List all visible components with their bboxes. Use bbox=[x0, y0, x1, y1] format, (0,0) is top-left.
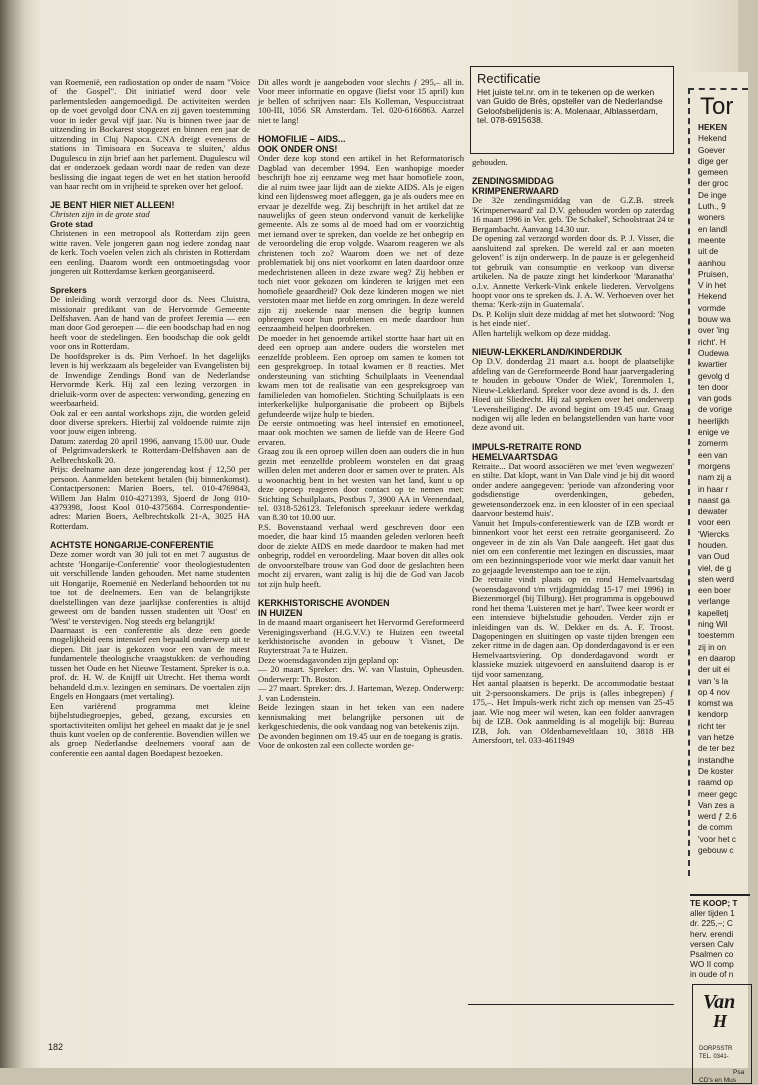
body-paragraph: Daarnaast is een conferentie als deze een goede mogelijkheid eens intensief een bepaald onderwerp uit te diepen. Dit jaar is gekozen voor een van de meest fundamentele theologische vraagstukken: de verhouding tussen het Oude en het Nieuwe Testament. Spreker is o.a. prof. dr. H. W. de Knijff uit Utrecht. Het thema wordt behandeld d.m.v. lezingen en seminars. De voertalen zijn Engels en Hongaars (met vertaling). bbox=[50, 625, 250, 702]
body-paragraph: — 27 maart. Spreker: drs. J. Harteman, Wezep. Onderwerp: J. van Lodenstein. bbox=[258, 683, 464, 703]
sidebar-text-line: zij in on bbox=[698, 641, 727, 652]
sidebar-text-line: werd ƒ 2.6 bbox=[698, 811, 737, 822]
ad-logo-second: H bbox=[713, 1011, 728, 1031]
body-paragraph: Prijs: deelname aan deze jongerendag kost ƒ 12,50 per persoon. Aanmelden betekent betalen (bij binnenkomst). Contactpersonen: Marien Boers, tel. 010-4769843, Willem Jan Halm 010-4271393, Sjoerd de Jong 010-4379398, Joost Kool 010-4375684. Correspondentie-adres: Marien Boers, Aelbrechtskolk 21-A, 3025 HA Rotterdam. bbox=[50, 464, 250, 531]
body-paragraph: De 32e zendingsmiddag van de G.Z.B. streek 'Krimpenerwaard' zal D.V. gehouden worden op zaterdag 16 maart 1996 in Ver. geb. 'De Schakel', Schoolstraat 24 te Bergambacht. Aanvang 14.30 uur. bbox=[472, 195, 674, 234]
ad-products-line: Psa bbox=[733, 1069, 745, 1076]
sidebar-text-line: gebouw c bbox=[698, 845, 734, 855]
body-paragraph: De retraite vindt plaats op en rond Hemelvaartsdag (woensdagavond t/m vrijdagmiddag 15-17 mei 1996) in Biezenmorgel (bij Tilburg). Het programma is opgebouwd rond het thema 'Luisteren met je hart'. Twee keer wordt er een intensieve bijbelstudie gehouden. Verder zijn er inleidingen van ds. W. Dekker en ds. A. F. Troost. Dagopeningen en sluitingen op vaste tijden brengen een zeker ritme in de dagen aan. Op donderdagavond is er een Hemelvaartsviering. Op donderdagavond wordt er klassieke muziek uitgevoerd en aansluitend daarop is er tijd voor samenzang. bbox=[472, 574, 674, 679]
body-paragraph: — 20 maart. Spreker: drs. W. van Vlastuin, Opheusden. Onderwerp: Th. Boston. bbox=[258, 664, 464, 684]
page-number: 182 bbox=[48, 1042, 64, 1052]
sidebar-text-line: zomerm bbox=[698, 438, 728, 449]
sidebar-text-line: bouw wa bbox=[698, 314, 731, 325]
sidebar-text-line: Luth., 9 bbox=[698, 201, 726, 212]
sidebar-text-line: De koster bbox=[698, 765, 734, 776]
article-heading: HOMOFILIE – AIDS... bbox=[258, 134, 346, 145]
body-paragraph: Dit alles wordt je aangeboden voor slechts ƒ 295,– all in. Voor meer informatie en opgave (liefst voor 15 april) kun je bellen of schrijven naar: Els Kolleman, Vespuccistraat 100-III, 1056 SR Amsterdam. Tel. 020-6166863. Aarzel niet te lang! bbox=[258, 77, 464, 125]
sidebar-text-line: van hetze bbox=[698, 732, 734, 743]
body-paragraph: gehouden. bbox=[472, 157, 508, 167]
te-koop-line: aller tijden 1 bbox=[690, 908, 735, 919]
te-koop-line: versen Calv bbox=[690, 938, 734, 949]
sidebar-text-line: aanhou bbox=[698, 257, 726, 268]
body-paragraph: De hoofdspreker is ds. Pim Verhoef. In het dagelijks leven is hij werkzaam als begeleider van Evangelisten bij de Inwendige Zendings Bond van de Nederlandse Hervormde Kerk. Hij zal een lezing verzorgen in drieluik-vorm over de aspecten: verwonding, genezing en weerbaarheid. bbox=[50, 350, 250, 409]
body-paragraph: De eerste ontmoeting was heel intensief en emotioneel, maar ook mochten we samen de liefde van de Heere God ervaren. bbox=[258, 417, 464, 447]
sidebar-text-line: sten werd bbox=[698, 573, 734, 584]
sidebar-text-line: 'Wiercks bbox=[698, 528, 730, 539]
article-heading: IN HUIZEN bbox=[258, 608, 303, 619]
article-subtitle: Christen zijn in de grote stad bbox=[50, 209, 150, 220]
paragraph-gap bbox=[472, 338, 674, 347]
sidebar-text-line: een van bbox=[698, 449, 728, 460]
column-middle bbox=[258, 78, 464, 750]
sidebar-text-line: een boer bbox=[698, 585, 731, 596]
te-koop-line: dr. 225,–; C bbox=[690, 918, 733, 929]
body-paragraph: Deze woensdagavonden zijn gepland op: bbox=[258, 654, 399, 665]
sidebar-text-line: heerlijkh bbox=[698, 415, 729, 426]
sidebar-text-line: instandhe bbox=[698, 754, 734, 765]
sidebar-text-line: op 4 nov bbox=[698, 686, 730, 697]
article-heading: IMPULS-RETRAITE ROND bbox=[472, 441, 582, 452]
article-heading: ACHTSTE HONGARIJE-CONFERENTIE bbox=[50, 540, 214, 551]
ad-address-line: TEL. 0341- bbox=[699, 1054, 729, 1060]
sidebar-text-line: Hekend bbox=[698, 291, 727, 302]
column-left bbox=[50, 78, 250, 758]
paragraph-gap bbox=[472, 167, 674, 176]
sidebar-text-line: Goever bbox=[698, 144, 726, 155]
sidebar-text-line: der uit ei bbox=[698, 664, 730, 675]
sidebar-text-line: houden. bbox=[698, 539, 728, 550]
paragraph-gap bbox=[258, 125, 464, 134]
ad-logo: Van bbox=[703, 991, 736, 1013]
sidebar-text-line: der groc bbox=[698, 178, 729, 189]
body-paragraph: De avonden beginnen om 19.45 uur en de toegang is gratis. bbox=[258, 730, 463, 741]
body-paragraph: Christenen in een metropool als Rotterdam zijn geen witte raven. Vele jongeren gaan nog iedere zondag naar de kerk. Toch voelen velen zich als christen in Rotterdam een eenling. Daarom wordt een ontmoetingsdag voor jongeren uit Rotterdamse kerken georganiseerd. bbox=[50, 228, 250, 277]
sidebar-text-line: gevolg d bbox=[698, 370, 730, 381]
body-paragraph: De moeder in het genoemde artikel stortte haar hart uit en deed een oproep aan andere ouders die worstelen met eenzelfde probleem. Een oproep om samen te komen tot een gesprekgroep. In totaal kwamen er 8 reacties. Met ondersteuning van stichting Schuilplaats in Veenendaal kwam men tot de realisatie van een gespreksgroep van familieleden van homofielen. Stichting Schuilplaats is een interkerkelijke hulporganisatie die probeert op Bijbels gefundeerde wijze hulp te bieden. bbox=[258, 332, 464, 419]
sidebar-text-line: morgens bbox=[698, 460, 731, 471]
te-koop-line: herv. erendi bbox=[690, 928, 734, 939]
body-paragraph: De inleiding wordt verzorgd door ds. Nees Cluistra, missionair predikant van de Hervormde Gemeente Delfshaven. Aan de hand van de profeet Jeremia — een man door God geroepen — die een boodschap had en nog heeft voor de stedelingen. Een boodschap die ook geldt voor ons in Rotterdam. bbox=[50, 294, 250, 352]
sidebar-text-line: woners bbox=[698, 212, 725, 223]
sidebar-text-line: en landl bbox=[698, 223, 728, 234]
ad-address bbox=[699, 1045, 732, 1061]
sidebar-text-line: nam zij a bbox=[698, 472, 732, 483]
body-paragraph: Datum: zaterdag 20 april 1996, aanvang 15.00 uur. Oude of Pelgrimvaderskerk te Rotterdam-Delfshaven aan de Aelbrechtskolk 20. bbox=[50, 435, 250, 465]
sidebar-text-line: HEKEN bbox=[698, 122, 728, 132]
sidebar-text-line: kwartier bbox=[698, 359, 728, 370]
column-end-rule bbox=[468, 1004, 674, 1005]
column-right bbox=[472, 158, 674, 745]
paragraph-gap bbox=[472, 433, 674, 442]
body-paragraph: Onder deze kop stond een artikel in het Reformatorisch Dagblad van december 1994. Een wanhopige moeder beschrijft hoe zij eenzame weg met haar homofiele zoon, die al ruim twee jaar lijdt aan de ziekte AIDS. Als je eigen kind een lijdensweg moet afleggen, ga je als ouders mee en ervaar je dezelfde weg. Zij beschrijft in het artikel dat ze nauwelijks of geen steun ondervond vanuit de kerkelijke gemeente. Als ze soms al de moed had om er voorzichtig met iemand over te spreken, dan voelde ze het onbegrip en de veroordeling die erop volgde. Waarom reageren we als christenen toch zo? Waarom doen we net of deze problematiek bij ons niet voorkomt en laten daardoor onze medechristenen alleen in deze zware weg? Zij hebben er toch niet voor gekozen om kinderen te krijgen met een homofiele geaardheid? Ook deze kinderen mogen we niet verstoten maar met liefde en zorg omringen. In deze wereld zijn zij zoekende naar mensen die begrip kunnen opbrengen voor hun problemen en mede daardoor hun eenzaamheid helpen doorbreken. bbox=[258, 153, 464, 334]
sidebar-text-line: Pruisen, bbox=[698, 268, 729, 279]
sidebar-text-line: dige ger bbox=[698, 155, 728, 166]
sidebar-text-line: meer gegc bbox=[698, 788, 738, 799]
sidebar-text-line: Van zes a bbox=[698, 799, 735, 810]
ad-address-line: DORPSSTR bbox=[699, 1046, 733, 1052]
sidebar-text-line: richt'. H bbox=[698, 336, 726, 347]
sidebar-text-line: V in het bbox=[698, 280, 727, 291]
advertisement-box bbox=[692, 984, 752, 1084]
te-koop-line: WO II comp bbox=[690, 959, 734, 970]
ad-products bbox=[699, 1069, 744, 1085]
body-paragraph: Een variërend programma met kleine bijbelstudiegroepjes, gebed, gezang, excursies en sportactiviteiten omlijst het geheel en maakt dat je je snel thuis kunt voelen op de conferentie. Bovendien willen we als groep Nederlandse deelnemers vooraf aan de conferentie een aantal dagen Boedapest bezoeken. bbox=[50, 700, 250, 758]
sidebar-text-line: in haar r bbox=[698, 483, 729, 494]
sidebar-text-line: van 's la bbox=[698, 675, 729, 686]
sidebar-text-line: verlange bbox=[698, 596, 730, 607]
sidebar-text-line: komst wa bbox=[698, 698, 734, 709]
body-paragraph: Graag zou ik een oproep willen doen aan ouders die in hun gezin met eenzelfde probleem worstelen en dat graag willen delen met anderen door er samen over te praten. Als u woonachtig bent in het westen van het land, kunt u op deze oproep reageren door contact op te nemen met: Stichting Schuilplaats, Postbus 7, 3900 AA in Veenendaal, tel. 0318-526123. Telefonisch spreekuur iedere werkdag van 8.30 tot 10.00 uur. bbox=[258, 446, 464, 523]
sidebar-text-line: richt ter bbox=[698, 720, 726, 731]
sidebar-text-line: voor een bbox=[698, 517, 731, 528]
body-paragraph: Ds. P. Kolijn sluit deze middag af met het slotwoord: 'Nog is het einde niet'. bbox=[472, 308, 674, 329]
sidebar-text-line: ten door bbox=[698, 381, 729, 392]
sidebar-text-line: kapelletj bbox=[698, 607, 729, 618]
sidebar-text-line: over 'ing bbox=[698, 325, 730, 336]
article-heading: OOK ONDER ONS! bbox=[258, 144, 338, 155]
body-paragraph: Deze zomer wordt van 30 juli tot en met 7 augustus de achtste 'Hongarije-Conferentie' voor theologiestudenten uit verschillende landen gehouden. Met name studenten uit Hongarije, Roemenië en Nederland behoorden tot nu toe tot de deelnemers. Een van de belangrijkste doelstellingen van deze jaarlijkse conferenties is altijd geweest om de banden tussen studenten uit 'Oost' en 'West' te verstevigen. Nog steeds erg belangrijk! bbox=[50, 549, 250, 626]
sidebar-text-line: 'voor het c bbox=[698, 833, 737, 844]
te-koop-line: TE KOOP; T bbox=[690, 898, 738, 908]
sidebar-text-line: meente bbox=[698, 234, 726, 245]
body-paragraph: Op D.V. donderdag 21 maart a.s. hoopt de plaatselijke afdeling van de Gereformeerde Bond haar jaarvergadering te houden in gebouw 'Onder de Wiek', Torenmolen 1, Nieuw-Lekkerland. Spreker voor deze avond is ds. J. den Hoed uit Sliedrecht. Hij zal spreken over het onderwerp 'Levensheiliging'. De avond begint om 19.45 uur. Graag nodigen wij alle leden en belangstellenden van harte voor deze avond uit. bbox=[472, 356, 674, 433]
sidebar-text-line: Hekend bbox=[698, 133, 727, 144]
te-koop-line: in oude of n bbox=[690, 969, 734, 980]
sidebar-text-line: en daarop bbox=[698, 652, 736, 663]
body-paragraph: Vanuit het Impuls-conferentiewerk van de IZB wordt er binnenkort voor het eerst een retraite georganiseerd. Zo ongeveer in de zin als Van Dale aangeeft. Het gaat dus niet om een conferentie met lezingen en discussies, maar om een bezinningsperiode voor wie merkt daar vanuit het zo gejaagde levenstempo aan toe te zijn. bbox=[472, 517, 674, 575]
sidebar-text-line: De inge bbox=[698, 189, 727, 200]
sidebar-text-line: de vorige bbox=[698, 404, 733, 415]
sidebar-text-line: raamd op bbox=[698, 777, 734, 788]
rectificatie-box bbox=[470, 66, 674, 154]
next-page-edge bbox=[688, 72, 748, 1084]
body-paragraph: De opening zal verzorgd worden door ds. P. J. Visser, die aansluitend zal spreken. De wereld zal er aan moeten geloven!' is zijn onderwerp. In de pauze is er gelegenheid tot gebruik van consumptie en verkoop van diverse artikelen. Na de pauze zingt het kinderkoor 'Maranatha' o.l.v. Annette Verkerk-Vink enkele liederen. Vervolgens hoopt voor ons te spreken ds. J. A. W. Verhoeven over het thema: 'Kerk-zijn in Guatemala'. bbox=[472, 233, 674, 310]
body-paragraph: van Roemenië, een radiostation op onder de naam "Voice of the Gospel". Dit initiatief werd door vele parlementsleden aangemoedigd. De activiteiten werden op de voet gevolgd door CNA en zij gaven toestemming voor in ieder geval vijf jaar. Nu is binnen twee jaar de uitzending in Bockarest stopgezet en binnen een jaar de uitzending in Cluj Napoca. CNA dreigt eveneens de stations in Timisoara en Suceava te sluiten,' aldus Dugulescu in zijn brief aan het parlement. Dugulescu wil dat er onderzoek gedaan wordt naar de reden van deze beslissing die ingaat tegen de wet en het station beroofd van haar recht om in vrijheid te spreken over het geloof. bbox=[50, 77, 250, 191]
te-koop-line: Psalmen co bbox=[690, 949, 734, 960]
article-heading: HEMELVAARTSDAG bbox=[472, 451, 558, 462]
body-paragraph: Ook zal er een aantal workshops zijn, die worden geleid door diverse sprekers. Hierbij zal voldoende ruimte zijn voor jouw eigen inbreng. bbox=[50, 407, 250, 437]
sidebar-text-line: de ter bez bbox=[698, 743, 735, 754]
body-paragraph: Allen hartelijk welkom op deze middag. bbox=[472, 327, 611, 338]
article-heading: ZENDINGSMIDDAG bbox=[472, 176, 554, 187]
sidebar-text-line: de comm bbox=[698, 822, 733, 833]
sidebar-text-line: uit de bbox=[698, 246, 719, 257]
body-paragraph: Het aantal plaatsen is beperkt. De accommodatie bestaat uit 2-persoonskamers. De prijs is (alles inbegrepen) ƒ 175,–. Het Impuls-werk richt zich op mensen van 25-45 jaar. Wie nog meer wil weten, kan een folder aanvragen bij de IZB. Ook aanmelding is al mogelijk bij: Bureau IZB, Joh. van Oldenbarneveltlaan 10, 3818 HB Amersfoort, tel. 033-4611949 bbox=[472, 678, 674, 746]
paragraph-gap bbox=[50, 191, 250, 200]
body-paragraph: In de maand maart organiseert het Hervormd Gereformeerd Verenigingsverband (H.G.V.V.) te Huizen een tweetal kerkhistorische avonden in gebouw 't Visnet, De Ruyterstraat 7a te Huizen. bbox=[258, 617, 464, 656]
sidebar-text-line: viel, de g bbox=[698, 562, 732, 573]
rectificatie-title: Rectificatie bbox=[477, 71, 541, 86]
body-paragraph: P.S. Bovenstaand verhaal werd geschreven door een moeder, die haar kind 15 maanden geleden verloren heeft door de ziekte AIDS en mede daardoor te maken had met onbegrip, roddel en veroordeling. Maar boven dit alles ook de onvoorstelbare trouw van God door de geslachten heen mocht zij ervaren, want zalig is hij die de God van Jacob tot zijn hulp heeft. bbox=[258, 521, 464, 589]
ad-products-line: CD's en Mus bbox=[699, 1077, 737, 1084]
section-subheading: Grote stad bbox=[50, 218, 93, 229]
sidebar-title: Tor bbox=[700, 93, 734, 120]
sidebar-text-line: dewater bbox=[698, 506, 728, 517]
sidebar-text-line: naast ga bbox=[698, 494, 730, 505]
te-koop-ad bbox=[690, 894, 750, 980]
paragraph-gap bbox=[50, 531, 250, 540]
article-heading: KRIMPENERWAARD bbox=[472, 186, 559, 197]
body-paragraph: Voor de onkosten zal een collecte worden ge- bbox=[258, 740, 415, 750]
sidebar-text-line: gemeen bbox=[698, 167, 728, 178]
body-paragraph: Beide lezingen staan in het teken van een nadere kennismaking met belangrijke personen uit de kerkgeschiedenis, die ook vandaag nog van betekenis zijn. bbox=[258, 702, 464, 732]
article-heading: NIEUW-LEKKERLAND/KINDERDIJK bbox=[472, 347, 623, 358]
sidebar-text-line: vormde bbox=[698, 302, 726, 313]
sidebar-text-line: ning Wil bbox=[698, 619, 728, 630]
sidebar-text bbox=[698, 122, 758, 856]
sidebar-text-line: Oudewa bbox=[698, 347, 729, 358]
rectificatie-text: Het juiste tel.nr. om in te tekenen op de werken van Guido de Brès, opsteller van de Nederlandse Geloofsbelijdenis is: A. Molenaar, Alblasserdam, tel. 078-6915638. bbox=[477, 87, 663, 126]
section-subheading: Sprekers bbox=[50, 284, 87, 295]
sidebar-text-line: enige ve bbox=[698, 427, 730, 438]
body-paragraph: Retraite... Dat woord associëren we met 'even wegwezen' en stilte. Dat klopt, want in Van Dale vind je bij dit woord onder andere aangegeven: 'periode van afzondering voor godsdienstige overdenkingen, gebeden, gewetensonderzoek enz. in een klooster of in een speciaal daarvoor bestemd huis'. bbox=[472, 460, 674, 519]
article-heading: KERKHISTORISCHE AVONDEN bbox=[258, 598, 390, 609]
sidebar-text-line: toestemm bbox=[698, 630, 735, 641]
sidebar-text-line: van gods bbox=[698, 393, 732, 404]
sidebar-text-line: kendorp bbox=[698, 709, 728, 720]
sidebar-text-line: van Oud bbox=[698, 551, 730, 562]
paragraph-gap bbox=[258, 589, 464, 598]
article-heading: JE BENT HIER NIET ALLEEN! bbox=[50, 200, 175, 211]
